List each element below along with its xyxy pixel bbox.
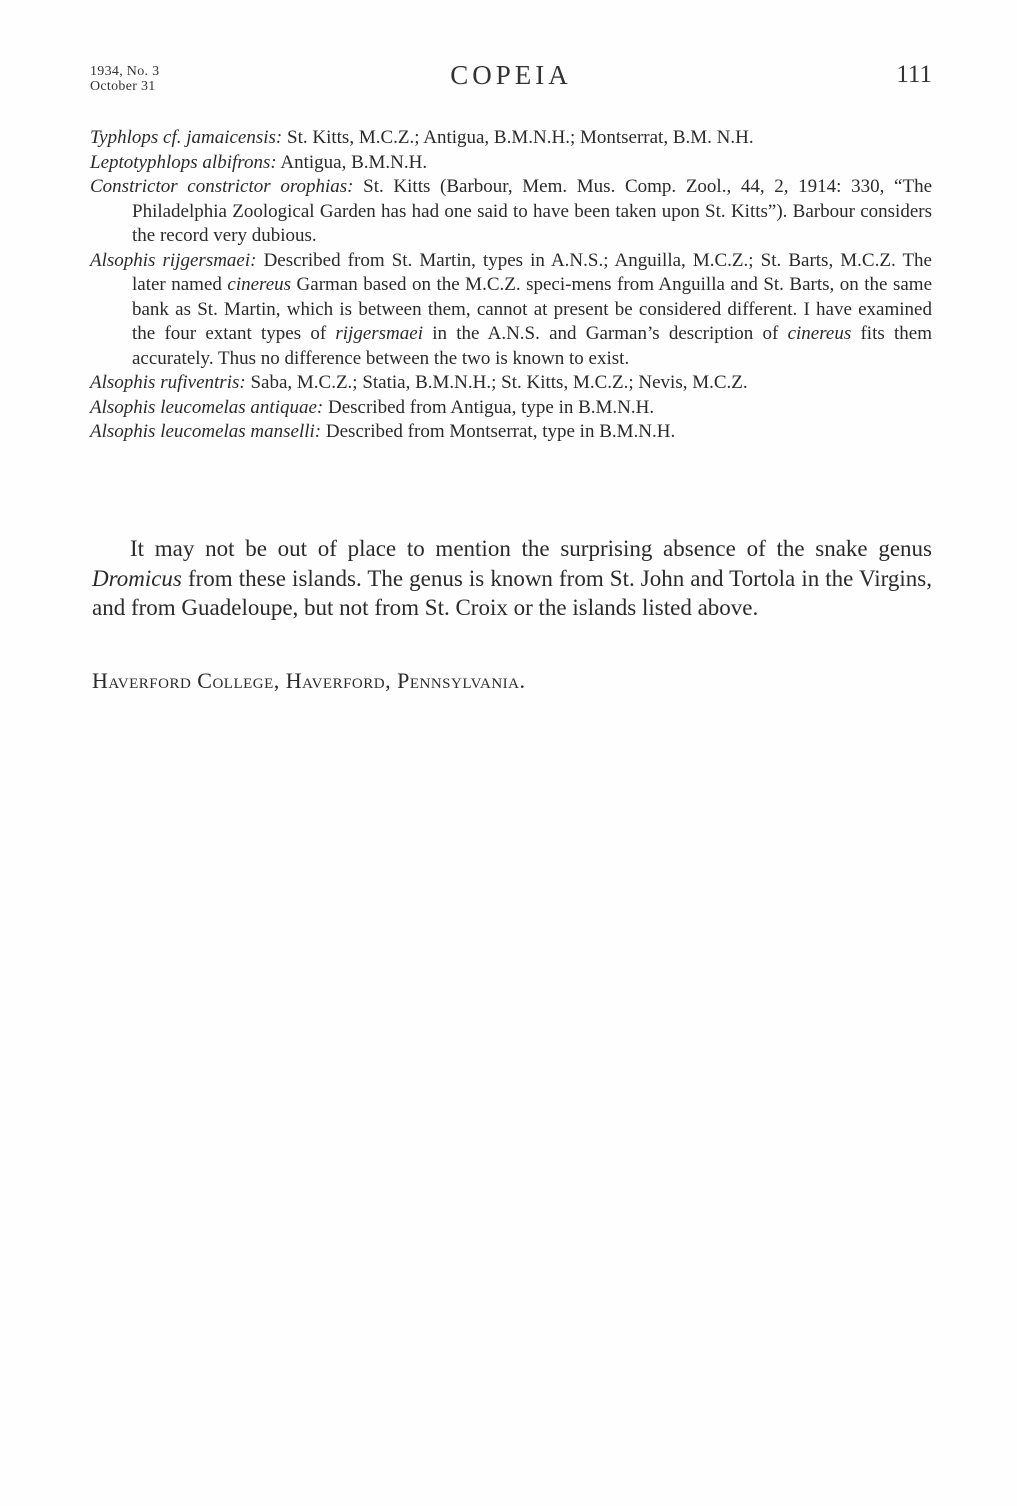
author-affiliation: Haverford College, Haverford, Pennsylvania. (92, 668, 526, 693)
record-alsophis-manselli (90, 420, 932, 445)
species-name: Alsophis leucomelas manselli: (90, 421, 322, 442)
record-alsophis-rufiventris (90, 371, 932, 396)
issue-number: 1934, No. 3 (90, 64, 160, 79)
italic-term: cinereus (787, 323, 852, 344)
record-text: Described from Antigua, type in B.M.N.H. (323, 396, 655, 418)
record-constrictor (90, 175, 932, 249)
record-text: St. Kitts (Barbour, Mem. Mus. Comp. Zool., 44, 2, 1914: 330, “The Philadelphia Zoological Garden has had one said to have been taken upon St. Kitts”). Barbour considers the record very dubious. (132, 176, 932, 246)
species-name: Alsophis rijgersmaei: (90, 249, 257, 271)
paragraph-text: from these islands. The genus is known from St. John and Tortola in the Virgins, and from Guadeloupe, but not from St. Croix or the islands listed above. (92, 565, 932, 620)
record-text: in the A.N.S. and Garman’s description of (422, 323, 788, 344)
paragraph-text: It may not be out of place to mention the surprising absence of the snake genus (130, 536, 932, 561)
record-text: Described from Montserrat, type in B.M.N.H. (321, 421, 676, 442)
species-name: Typhlops cf. jamaicensis: (90, 127, 283, 148)
record-alsophis-antiquae (90, 396, 932, 421)
journal-title: COPEIA (450, 60, 572, 90)
species-name: Constrictor constrictor orophias: (90, 176, 354, 197)
page-number: 111 (896, 61, 932, 88)
italic-term: cinereus (227, 274, 292, 295)
species-name: Alsophis leucomelas antiquae: (90, 396, 324, 418)
record-typhlops (90, 126, 932, 151)
record-text: Described from St. Martin, types in A.N.S.; Anguilla, M.C.Z.; St. Barts, M.C.Z. The later named (132, 249, 932, 295)
record-text: Antigua, B.M.N.H. (276, 151, 428, 173)
record-alsophis-rijgersmaei (90, 249, 932, 372)
record-leptotyphlops (90, 151, 932, 176)
species-name: Leptotyphlops albifrons: (90, 151, 277, 173)
species-name: Alsophis rufiventris: (90, 372, 246, 393)
record-text: fits them accurately. Thus no difference between the two is known to exist. (132, 323, 932, 369)
record-text: Garman based on the M.C.Z. speci-mens from Anguilla and St. Barts, on the same bank as St. Martin, which is between them, cannot at present be considered different. I have examined the four extant types of (132, 274, 932, 344)
issue-date: October 31 (90, 79, 156, 94)
record-text: Saba, M.C.Z.; Statia, B.M.N.H.; St. Kitts, M.C.Z.; Nevis, M.C.Z. (245, 372, 748, 393)
species-records (90, 126, 932, 445)
italic-term: rijgersmaei (335, 323, 423, 344)
record-text: St. Kitts, M.C.Z.; Antigua, B.M.N.H.; Montserrat, B.M. N.H. (282, 127, 754, 148)
concluding-paragraph (92, 534, 932, 623)
genus-name: Dromicus (92, 565, 182, 591)
running-head (90, 60, 932, 100)
